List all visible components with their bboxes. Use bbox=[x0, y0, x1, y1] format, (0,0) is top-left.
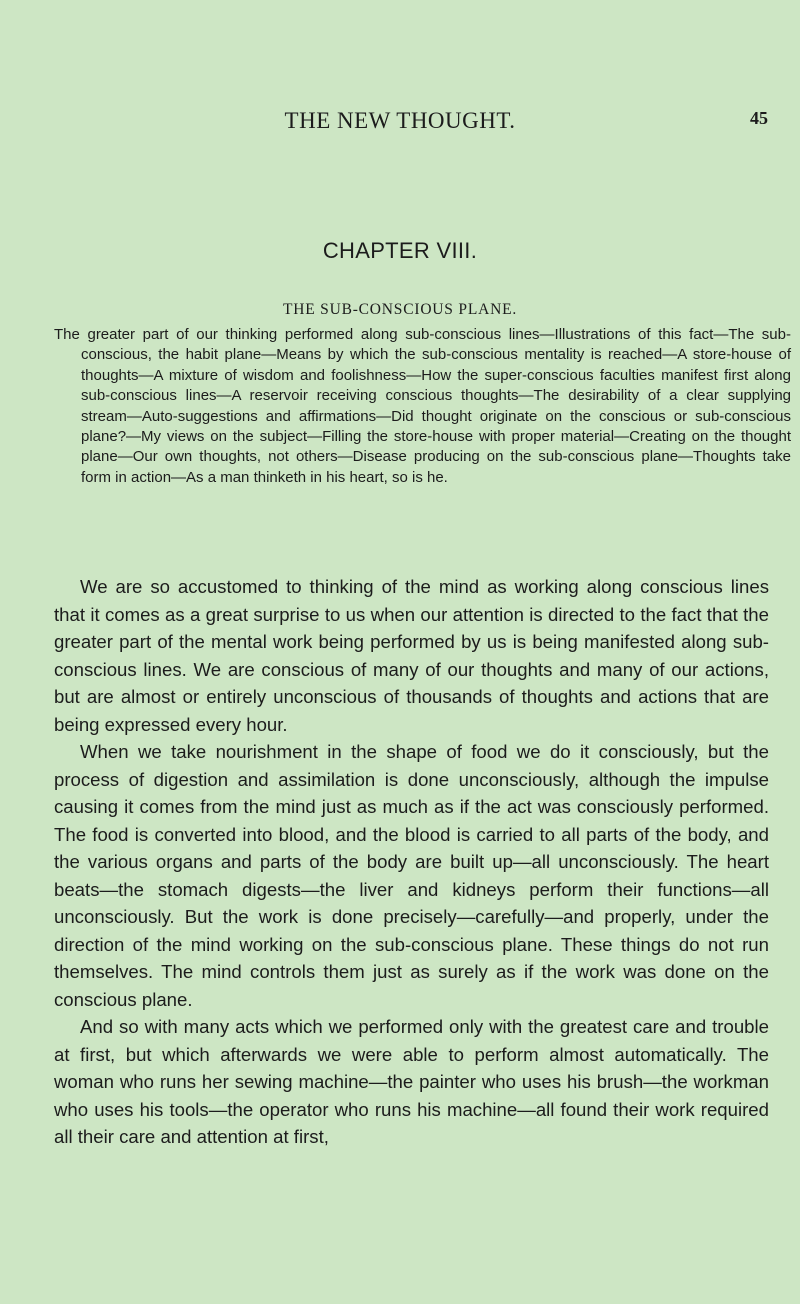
running-head bbox=[0, 108, 800, 138]
chapter-synopsis: The greater part of our thinking performed along sub-conscious lines—Illustrations of this fact—The sub-conscious, the habit plane—Means by which the sub-conscious mentality is reached—A store-house of thoughts—A mixture of wisdom and foolishness—How the super-conscious faculties manifest first along sub-conscious lines—A reservoir receiving conscious thoughts—The desirability of a clear supplying stream—Auto-suggestions and affirmations—Did thought originate on the conscious or sub-conscious plane?—My views on the subject—Filling the store-house with proper material—Creating on the thought plane—Our own thoughts, not others—Disease producing on the sub-conscious plane—Thoughts take form in action—As a man thinketh in his heart, so is he. bbox=[54, 326, 791, 486]
running-title: THE NEW THOUGHT. bbox=[284, 108, 516, 133]
paragraph: When we take nourishment in the shape of food we do it consciously, but the process of digestion and assimilation is done unconsciously, although the impulse causing it comes from the mind just as much as if the act was consciously performed. The food is converted into blood, and the blood is carried to all parts of the body, and the various organs and parts of the body are built up—all unconsciously. The heart beats—the stomach digests—the liver and kidneys perform their functions—all unconsciously. But the work is done precisely—carefully—and properly, under the direction of the mind working on the sub-conscious plane. These things do not run themselves. The mind controls them just as surely as if the work was done on the conscious plane. bbox=[54, 741, 769, 1010]
chapter-title: CHAPTER VIII. bbox=[322, 238, 478, 263]
paragraph: And so with many acts which we performed only with the greatest care and trouble at first, but which afterwards we were able to perform almost automatically. The woman who runs her sewing machine—the painter who uses his brush—the workman who uses his tools—the operator who runs his machine—all found their work required all their care and attention at first, bbox=[54, 1016, 769, 1147]
chapter-subtitle: THE SUB-CONSCIOUS PLANE. bbox=[282, 301, 518, 318]
page-number: 45 bbox=[750, 108, 768, 128]
body-text bbox=[54, 573, 769, 1151]
paragraph: We are so accustomed to thinking of the mind as working along conscious lines that it comes as a great surprise to us when our attention is directed to the fact that the greater part of the mental work being performed by us is being manifested along sub-conscious lines. We are conscious of many of our thoughts and many of our actions, but are almost or entirely unconscious of thousands of thoughts and actions that are being expressed every hour. bbox=[54, 576, 769, 735]
